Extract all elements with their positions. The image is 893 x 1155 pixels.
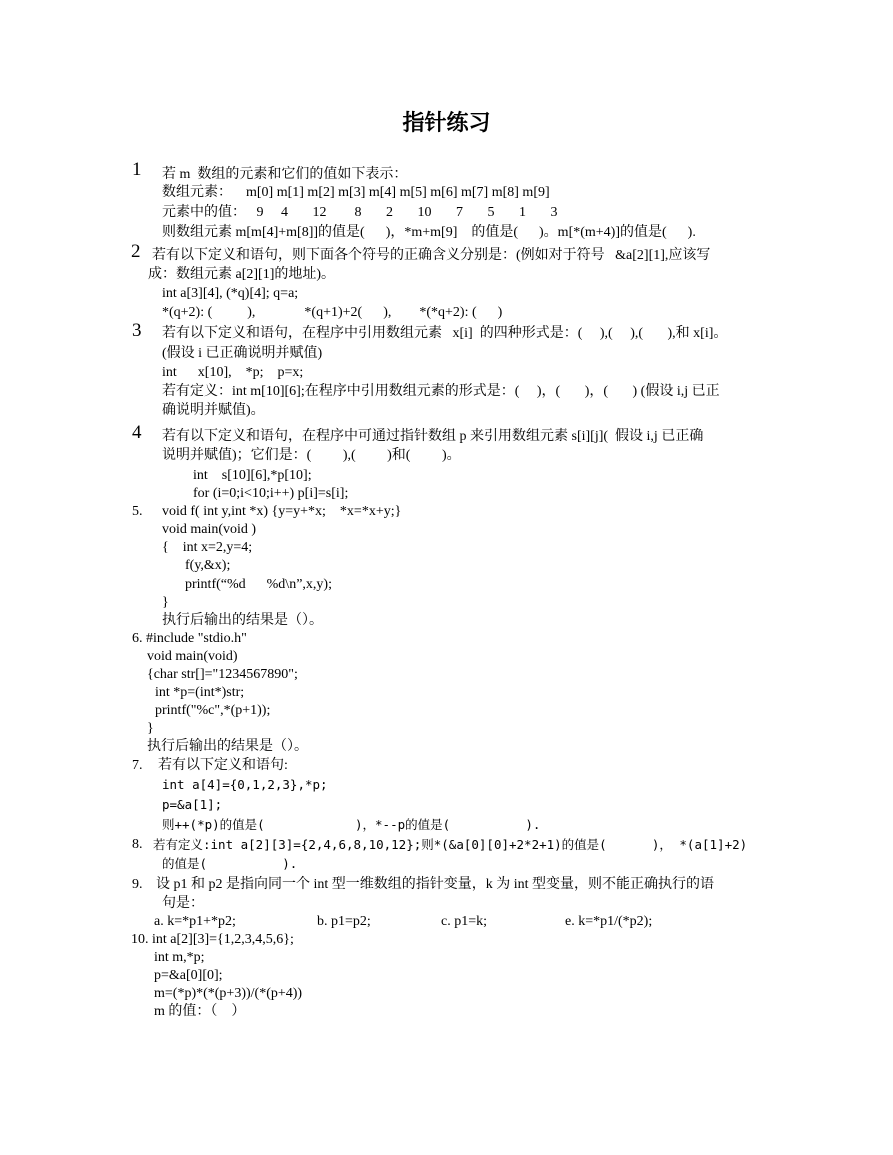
question-3-line-5: 确说明并赋值)。 [162, 403, 265, 418]
question-3-number: 3 [132, 320, 142, 341]
question-9-option-a: a. k=*p1+*p2; [154, 914, 236, 929]
question-9-line-1: 设 p1 和 p2 是指向同一个 int 型一维数组的指针变量，k 为 int 型变量，则不能正确执行的语 [156, 877, 715, 892]
question-5-line-3: { int x=2,y=4; [162, 540, 253, 555]
question-3-line-3: int x[10], *p; p=x; [162, 365, 304, 380]
page-title: 指针练习 [402, 111, 491, 136]
question-3-line-2: (假设 i 已正确说明并赋值) [162, 346, 323, 361]
question-10-line-1: 10. int a[2][3]={1,2,3,4,5,6}; [131, 932, 294, 947]
question-9-option-b: b. p1=p2; [317, 914, 371, 929]
question-9-option-c: c. p1=k; [441, 914, 487, 929]
question-3-line-4: 若有定义：int m[10][6];在程序中引用数组元素的形式是：( )，( )，( ) (假设 i,j 已正 [162, 384, 720, 399]
question-10-line-5: m 的值：（ ） [154, 1004, 246, 1019]
question-1-line-3: 元素中的值： 9 4 12 8 2 10 7 5 1 3 [162, 205, 558, 220]
question-1-line-4: 则数组元素 m[m[4]+m[8]]的值是( )，*m+m[9] 的值是( )。m[*(m+4)]的值是( ). [162, 225, 696, 240]
question-6-line-5: printf("%c",*(p+1)); [155, 703, 271, 718]
question-1-line-1: 若 m 数组的元素和它们的值如下表示： [162, 167, 408, 182]
question-1-line-2: 数组元素： m[0] m[1] m[2] m[3] m[4] m[5] m[6] m[7] m[8] m[9] [162, 185, 550, 200]
question-10-line-4: m=(*p)*(*(p+3))/(*(p+4)) [154, 986, 303, 1001]
question-5-line-4: f(y,&x); [185, 558, 231, 573]
question-8-line-1: 若有定义:int a[2][3]={2,4,6,8,10,12};则*(&a[0][0]+2*2+1)的值是( )， *(a[1]+2) [153, 837, 748, 852]
question-5-line-2: void main(void ) [162, 522, 257, 537]
question-2-line-4: *(q+2): ( ), *(q+1)+2( ), *(*q+2): ( ) [162, 305, 503, 320]
question-5-line-1: void f( int y,int *x) {y=y+*x; *x=*x+y;} [162, 504, 402, 519]
question-9-number: 9. [132, 877, 143, 892]
question-5-line-6: } [162, 595, 169, 610]
question-9-option-e: e. k=*p1/(*p2); [565, 914, 653, 929]
question-9-line-2: 句是： [162, 896, 204, 911]
question-2-line-2: 成：数组元素 a[2][1]的地址)。 [148, 267, 336, 282]
question-7-line-4: 则++(*p)的值是( )，*--p的值是( ). [162, 817, 541, 832]
question-2-line-1: 若有以下定义和语句，则下面各个符号的正确含义分别是：(例如对于符号 &a[2][1],应该写 [152, 248, 711, 263]
question-4-line-2: 说明并赋值)；它们是：( ),( )和( )。 [162, 448, 461, 463]
question-7-number: 7. [132, 758, 143, 773]
question-6-line-1: 6. #include "stdio.h" [132, 631, 247, 646]
question-8-line-2: 的值是( ). [162, 856, 298, 871]
question-4-line-4: for (i=0;i<10;i++) p[i]=s[i]; [193, 486, 349, 501]
question-6-line-6: } [147, 721, 154, 736]
question-4-line-3: int s[10][6],*p[10]; [193, 468, 312, 483]
question-5-number: 5. [132, 504, 143, 519]
question-7-line-3: p=&a[1]; [162, 797, 223, 812]
question-5-line-7: 执行后输出的结果是（）。 [162, 613, 323, 628]
question-7-line-1: 若有以下定义和语句: [158, 758, 288, 773]
question-6-line-4: int *p=(int*)str; [155, 685, 245, 700]
question-5-line-5: printf(“%d %d\n”,x,y); [185, 577, 332, 592]
question-2-number: 2 [131, 241, 141, 262]
question-10-line-3: p=&a[0][0]; [154, 968, 223, 983]
question-6-line-7: 执行后输出的结果是（）。 [147, 739, 308, 754]
question-4-line-1: 若有以下定义和语句，在程序中可通过指针数组 p 来引用数组元素 s[i][j]( 假设 i,j 已正确 [162, 429, 704, 444]
question-6-line-3: {char str[]="1234567890"; [147, 667, 298, 682]
question-8-number: 8. [132, 837, 143, 852]
question-7-line-2: int a[4]={0,1,2,3},*p; [162, 777, 328, 792]
question-2-line-3: int a[3][4], (*q)[4]; q=a; [162, 286, 299, 301]
question-1-number: 1 [132, 159, 142, 180]
question-3-line-1: 若有以下定义和语句，在程序中引用数组元素 x[i] 的四种形式是：( ),( ),( ),和 x[i]。 [162, 326, 728, 341]
question-4-number: 4 [132, 422, 142, 443]
question-10-line-2: int m,*p; [154, 950, 205, 965]
question-6-line-2: void main(void) [147, 649, 238, 664]
